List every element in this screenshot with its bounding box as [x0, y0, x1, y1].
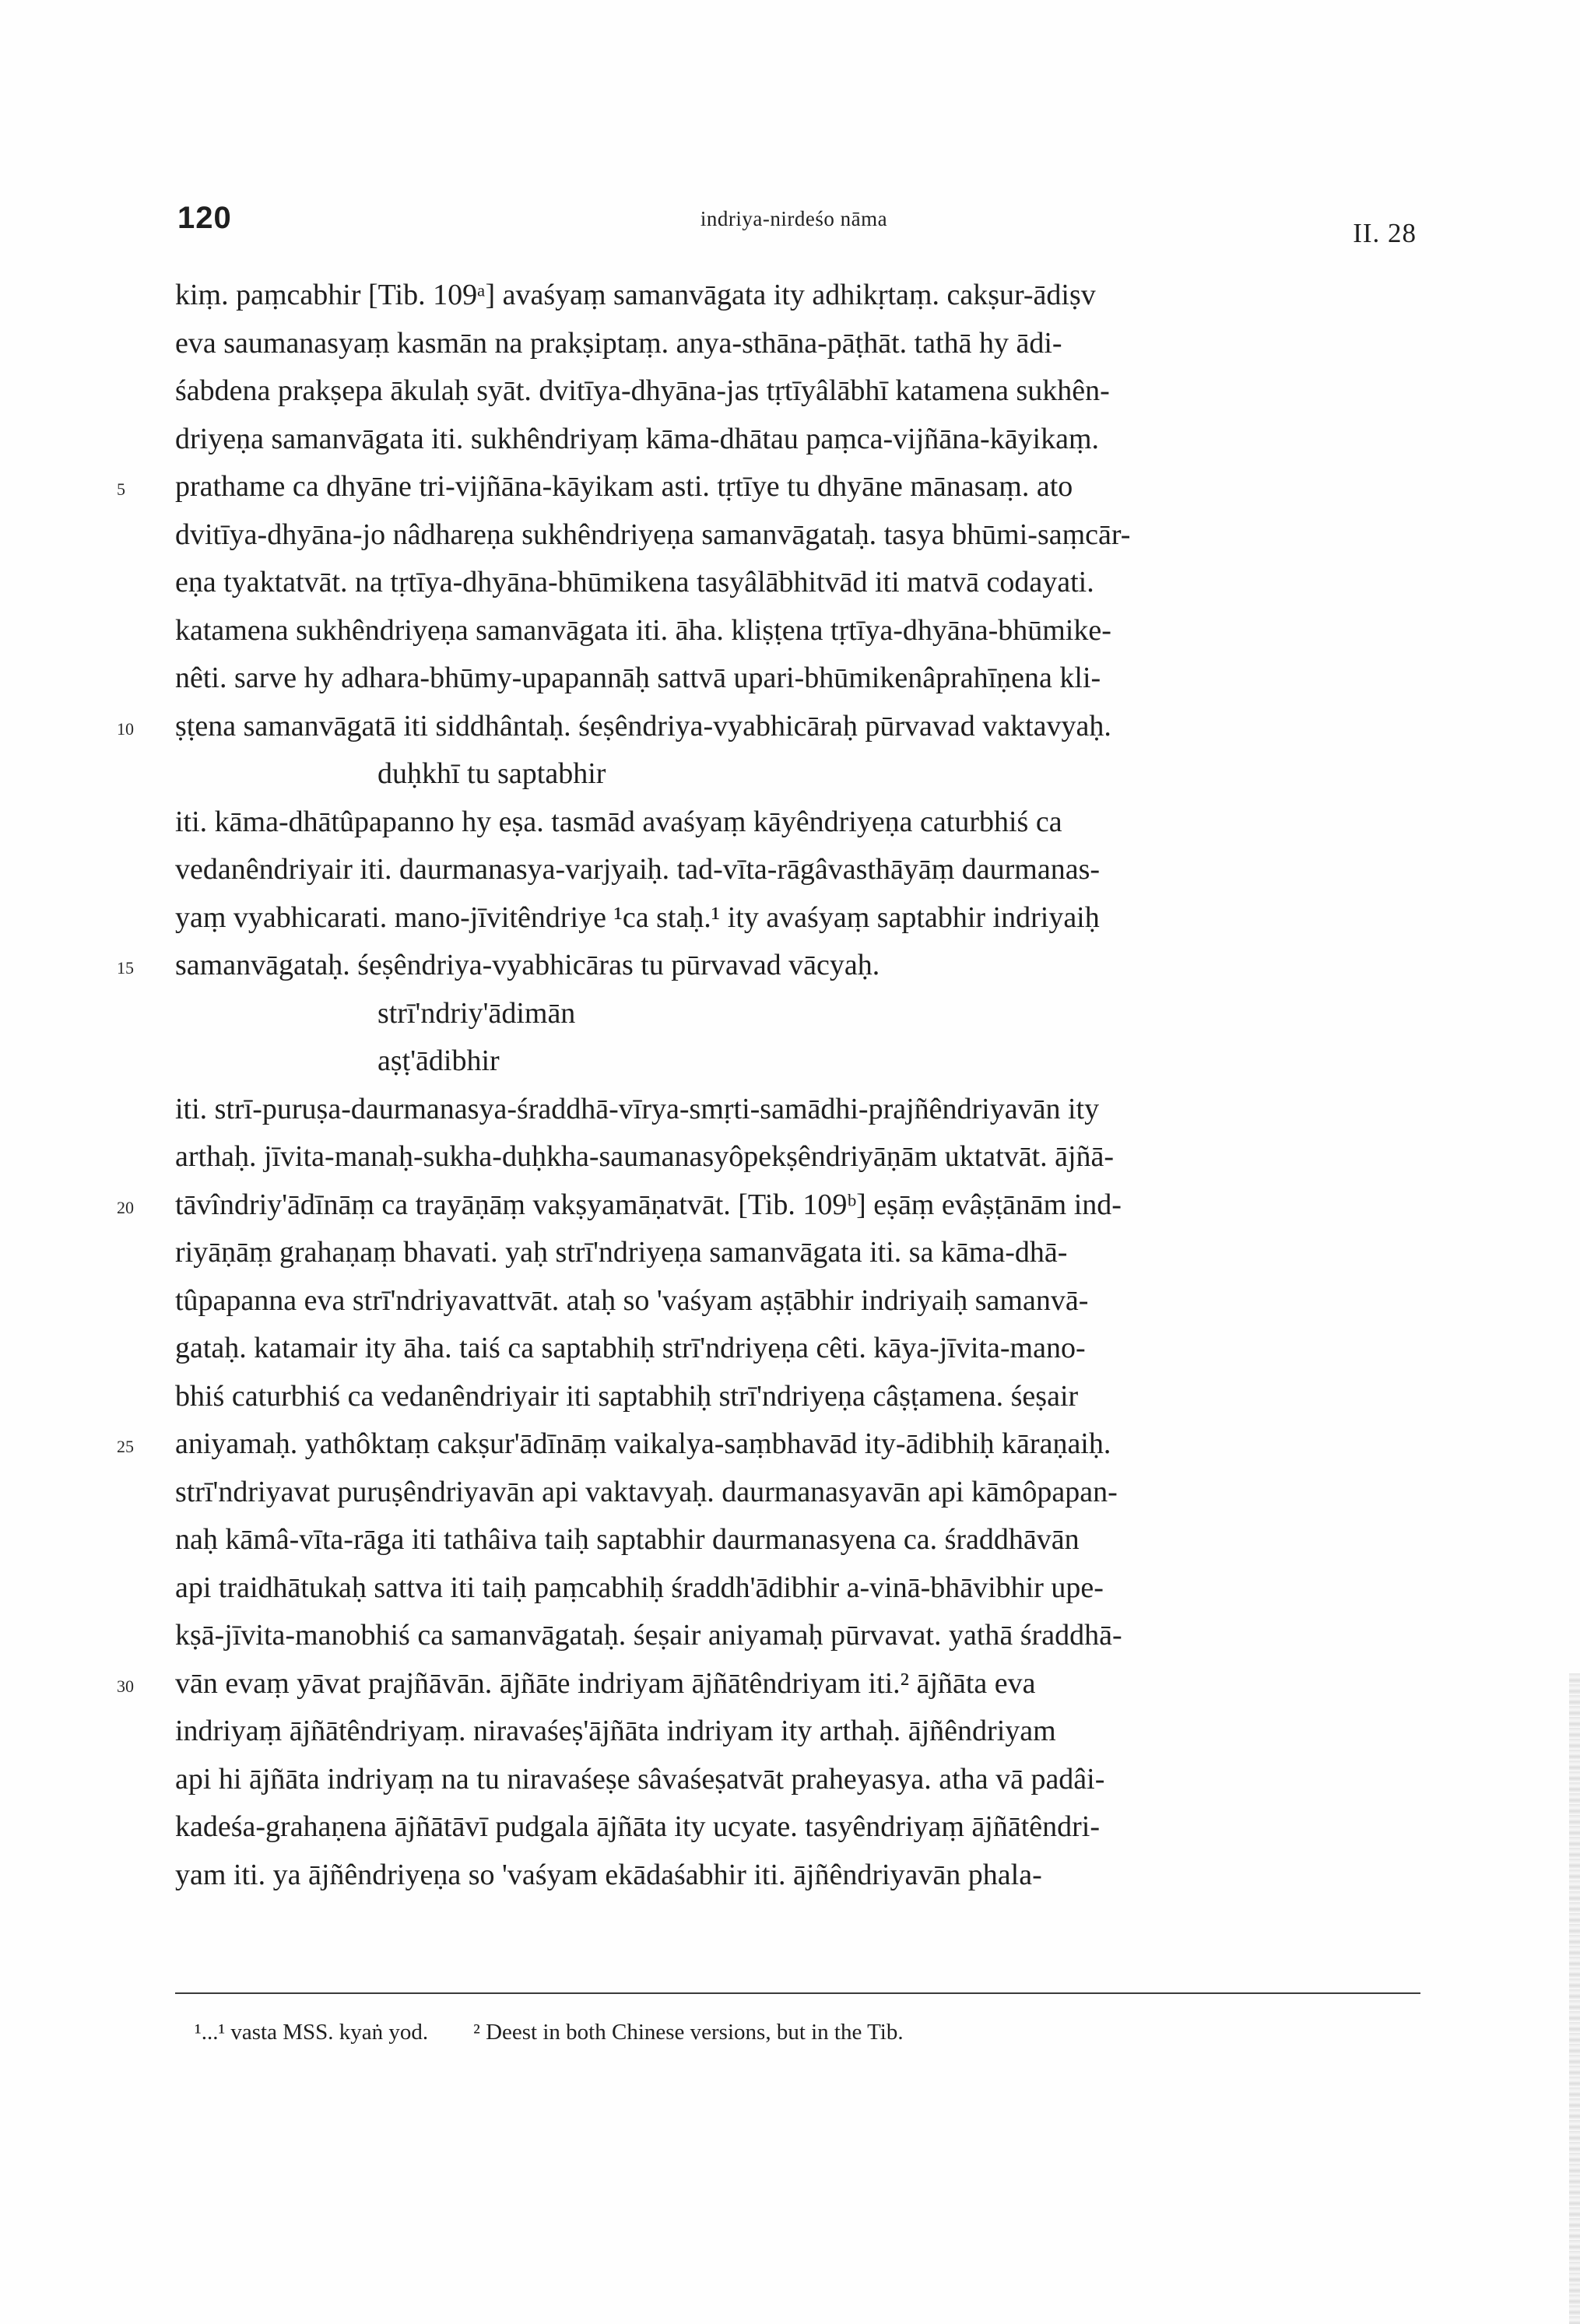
- footnote: ¹...¹ vasta MSS. kyaṅ yod.: [195, 2020, 429, 2045]
- text-line: iti. strī-puruṣa-daurmanasya-śraddhā-vīrya-smṛti-samādhi-prajñêndriyavān ity: [175, 1093, 1100, 1125]
- line-number: 10: [117, 719, 134, 739]
- text-line: bhiś caturbhiś ca vedanêndriyair iti saptabhiḥ strī'ndriyeṇa câṣṭamena. śeṣair: [175, 1380, 1079, 1413]
- text-line: katamena sukhêndriyeṇa samanvāgata iti. āha. kliṣṭena tṛtīya-dhyāna-bhūmike-: [175, 614, 1111, 647]
- text-line: eva saumanasyaṃ kasmān na prakṣiptaṃ. anya-sthāna-pāṭhāt. tathā hy ādi-: [175, 327, 1062, 360]
- text-line: naḥ kāmâ-vīta-rāga iti tathâiva taiḥ saptabhir daurmanasyena ca. śraddhāvān: [175, 1523, 1080, 1556]
- text-line: tûpapanna eva strī'ndriyavattvāt. ataḥ so 'vaśyam aṣṭābhir indriyaiḥ samanvā-: [175, 1284, 1089, 1317]
- footnotes: [195, 2020, 1424, 2045]
- text-line: vān evaṃ yāvat prajñāvān. ājñāte indriyam ājñātêndriyam iti.² ājñāta eva: [175, 1667, 1036, 1700]
- text-line: ṣṭena samanvāgatā iti siddhântaḥ. śeṣêndriya-vyabhicāraḥ pūrvavad vaktavyaḥ.: [175, 710, 1111, 742]
- text-line: kiṃ. paṃcabhir [Tib. 109ᵃ] avaśyaṃ samanvāgata ity adhikṛtaṃ. cakṣur-ādiṣv: [175, 279, 1096, 311]
- text-line: vedanêndriyair iti. daurmanasya-varjyaiḥ. tad-vīta-rāgâvasthāyāṃ daurmanas-: [175, 853, 1101, 886]
- text-line: api hi ājñāta indriyaṃ na tu niravaśeṣe sâvaśeṣatvāt praheyasya. atha vā padâi-: [175, 1763, 1105, 1796]
- text-line: arthaḥ. jīvita-manaḥ-sukha-duḥkha-saumanasyôpekṣêndriyāṇām uktatvāt. ājñā-: [175, 1140, 1115, 1173]
- line-number: 25: [117, 1437, 134, 1456]
- text-line: kṣā-jīvita-manobhiś ca samanvāgataḥ. śeṣair aniyamaḥ pūrvavat. yathā śraddhā-: [175, 1619, 1122, 1652]
- footnote-rule: [175, 1992, 1420, 1994]
- text-line: tāvîndriy'ādīnāṃ ca trayāṇāṃ vakṣyamāṇatvāt. [Tib. 109ᵇ] eṣāṃ evâṣṭānām ind-: [175, 1188, 1122, 1221]
- text-line: api traidhātukaḥ sattva iti taiḥ paṃcabhiḥ śraddh'ādibhir a-vinā-bhāvibhir upe-: [175, 1571, 1104, 1604]
- text-line: strī'ndriyavat puruṣêndriyavān api vaktavyaḥ. daurmanasyavān api kāmôpapan-: [175, 1476, 1118, 1508]
- section-reference: II. 28: [1353, 218, 1417, 248]
- page-number: 120: [177, 201, 232, 235]
- text-line: dvitīya-dhyāna-jo nâdhareṇa sukhêndriyeṇa samanvāgataḥ. tasya bhūmi-saṃcār-: [175, 518, 1131, 551]
- text-line: indriyaṃ ājñātêndriyaṃ. niravaśeṣ'ājñāta indriyam ity arthaḥ. ājñêndriyam: [175, 1715, 1056, 1747]
- line-number: 20: [117, 1198, 134, 1217]
- text-line: driyeṇa samanvāgata iti. sukhêndriyaṃ kāma-dhātau paṃca-vijñāna-kāyikaṃ.: [175, 423, 1100, 455]
- text-line: riyāṇāṃ grahaṇaṃ bhavati. yaḥ strī'ndriyeṇa samanvāgata iti. sa kāma-dhā-: [175, 1236, 1068, 1269]
- text-line: yam iti. ya ājñêndriyeṇa so 'vaśyam ekādaśabhir iti. ājñêndriyavān phala-: [175, 1859, 1042, 1891]
- text-line: śabdena prakṣepa ākulaḥ syāt. dvitīya-dhyāna-jas tṛtīyâlābhī katamena sukhên-: [175, 374, 1110, 407]
- verse-line: strī'ndriy'ādimān: [377, 997, 576, 1030]
- text-line: gataḥ. katamair ity āha. taiś ca saptabhiḥ strī'ndriyeṇa cêti. kāya-jīvita-mano-: [175, 1332, 1086, 1364]
- line-number: 30: [117, 1676, 134, 1696]
- footnote: ² Deest in both Chinese versions, but in the Tib.: [473, 2020, 904, 2045]
- text-line: samanvāgataḥ. śeṣêndriya-vyabhicāras tu pūrvavad vācyaḥ.: [175, 949, 880, 981]
- text-line: kadeśa-grahaṇena ājñātāvī pudgala ājñāta ity ucyate. tasyêndriyaṃ ājñātêndri-: [175, 1810, 1101, 1843]
- text-line: prathame ca dhyāne tri-vijñāna-kāyikam asti. tṛtīye tu dhyāne mānasaṃ. ato: [175, 470, 1073, 503]
- text-line: eṇa tyaktatvāt. na tṛtīya-dhyāna-bhūmikena tasyâlābhitvād iti matvā codayati.: [175, 566, 1094, 599]
- text-line: iti. kāma-dhātûpapanno hy eṣa. tasmād avaśyaṃ kāyêndriyeṇa caturbhiś ca: [175, 806, 1062, 838]
- text-line: aniyamaḥ. yathôktaṃ cakṣur'ādīnāṃ vaikalya-saṃbhavād ity-ādibhiḥ kāraṇaiḥ.: [175, 1427, 1111, 1460]
- scan-edge-artifact: [1569, 1673, 1580, 2324]
- verse-line: aṣṭ'ādibhir: [377, 1044, 500, 1077]
- text-line: yaṃ vyabhicarati. mano-jīvitêndriye ¹ca staḥ.¹ ity avaśyaṃ saptabhir indriyaiḥ: [175, 901, 1100, 934]
- line-number: 15: [117, 958, 134, 978]
- text-line: nêti. sarve hy adhara-bhūmy-upapannāḥ sattvā upari-bhūmikenâprahīṇena kli-: [175, 662, 1101, 694]
- running-title: indriya-nirdeśo nāma: [700, 207, 888, 230]
- verse-line: duḥkhī tu saptabhir: [377, 757, 606, 790]
- line-number: 5: [117, 479, 125, 499]
- page-header: [156, 201, 1432, 247]
